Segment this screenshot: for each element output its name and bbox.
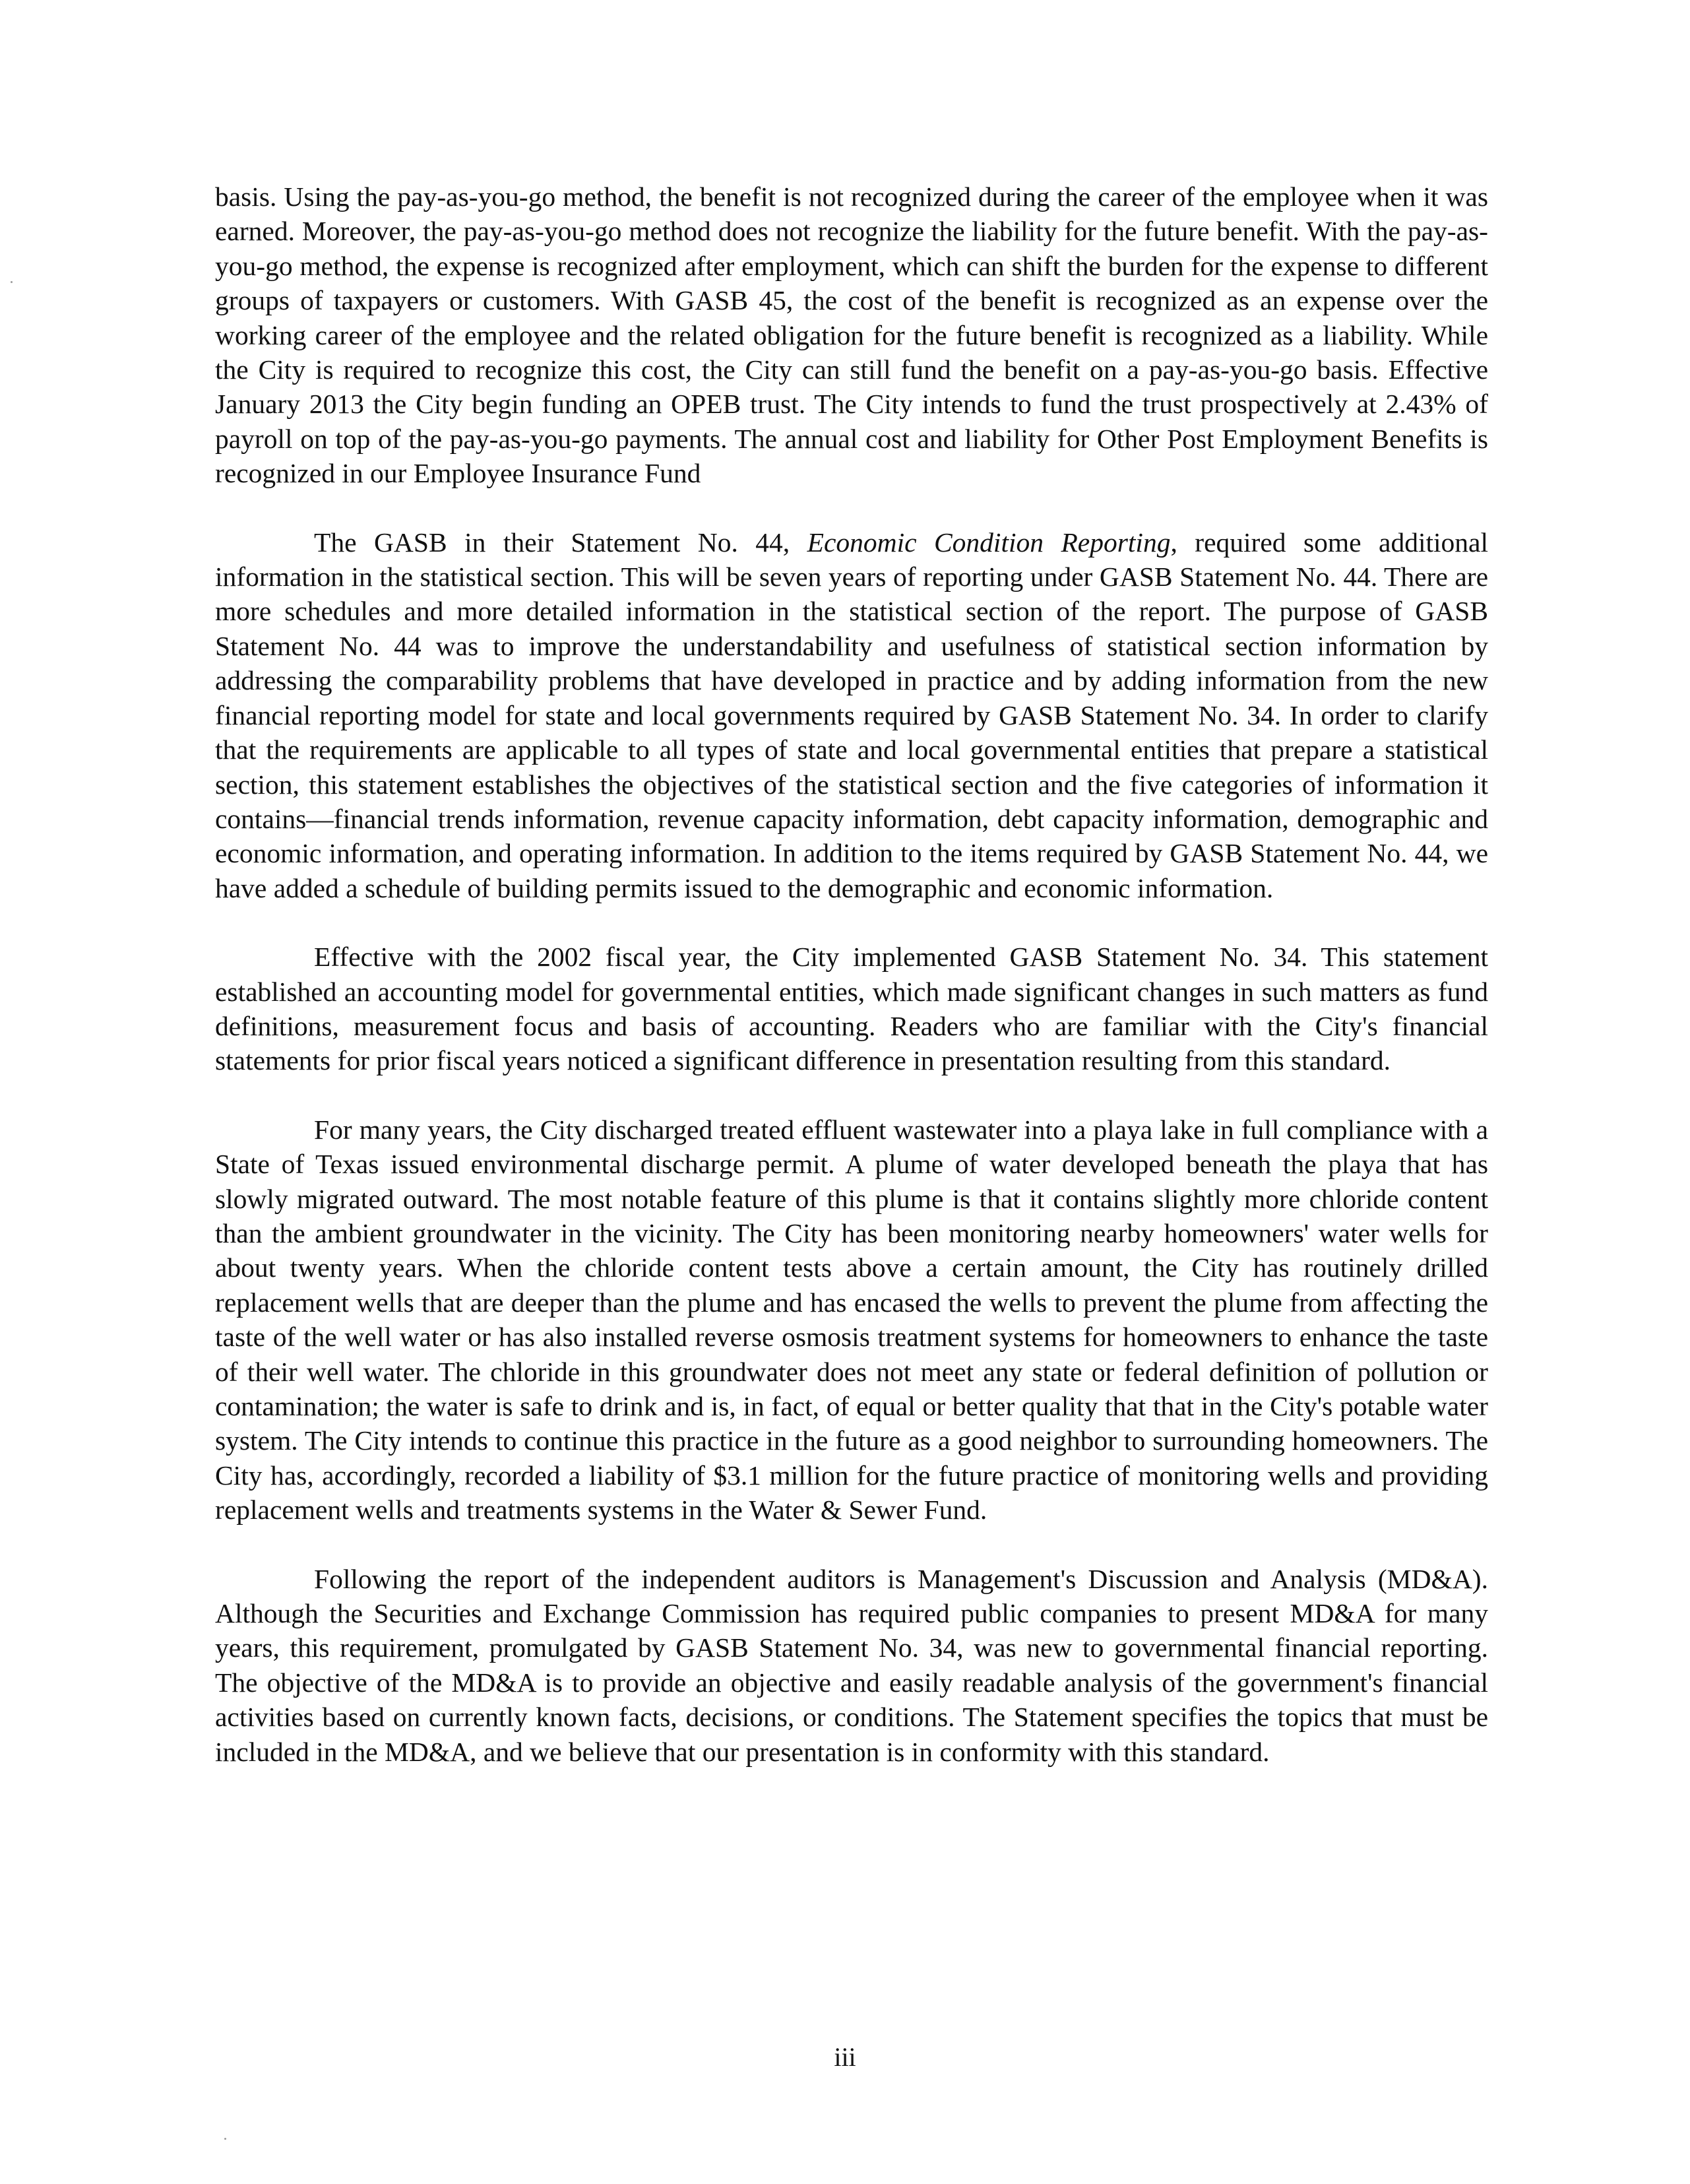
page-number: iii [834,2042,856,2072]
statement-title-italic: Economic Condition Reporting [807,527,1171,558]
scan-speck [224,2138,226,2140]
scan-speck [11,281,13,283]
paragraph-opeb: basis. Using the pay-as-you-go method, the benefit is not recognized during the career of the employee when it was earned. Moreover, the pay-as-you-go method does not recognize the liability for the future benefit. With the pay-as-you-go method, the expense is recognized after employment, which can shift the burden for the expense to different groups of taxpayers or customers. With GASB 45, the cost of the benefit is recognized as an expense over the working career of the employee and the related obligation for the future benefit is recognized as a liability. While the City is required to recognize this cost, the City can still fund the benefit on a pay-as-you-go basis. Effective January 2013 the City begin funding an OPEB trust. The City intends to fund the trust prospectively at 2.43% of payroll on top of the pay-as-you-go payments. The annual cost and liability for Other Post Employment Benefits is recognized in our Employee Insurance Fund [215,181,1488,489]
paragraph-playa-lake: For many years, the City discharged treated effluent wastewater into a playa lake in full compliance with a State of Texas issued environmental discharge permit. A plume of water developed beneath the playa that has slowly migrated outward. The most notable feature of this plume is that it contains slightly more chloride content than the ambient groundwater in the vicinity. The City has been monitoring nearby homeowners' water wells for about twenty years. When the chloride content tests above a certain amount, the City has routinely drilled replacement wells that are deeper than the plume and has encased the wells to prevent the plume from affecting the taste of the well water or has also installed reverse osmosis treatment systems for homeowners to enhance the taste of their well water. The chloride in this groundwater does not meet any state or federal definition of pollution or contamination; the water is safe to drink and is, in fact, of equal or better quality that that in the City's potable water system. The City intends to continue this practice in the future as a good neighbor to surrounding homeowners. The City has, accordingly, recorded a liability of $3.1 million for the future practice of monitoring wells and providing replacement wells and treatments systems in the Water & Sewer Fund. [215,1114,1488,1526]
paragraph-gasb-44-rest: , required some additional information in the statistical section. This will be seven years of reporting under GASB Statement No. 44. There are more schedules and more detailed information in the statistical section of the report. The purpose of GASB Statement No. 44 was to improve the understandability and usefulness of statistical section information by addressing the comparability problems that have developed in practice and by adding information from the new financial reporting model for state and local governments required by GASB Statement No. 34. In order to clarify that the requirements are applicable to all types of state and local governmental entities that prepare a statistical section, this statement establishes the objectives of the statistical section and the five categories of information it contains—financial trends information, revenue capacity information, debt capacity information, demographic and economic information, and operating information. In addition to the items required by GASB Statement No. 44, we have added a schedule of building permits issued to the demographic and economic information. [215,527,1488,903]
paragraph-gasb-34: Effective with the 2002 fiscal year, the City implemented GASB Statement No. 34. This statement established an accounting model for governmental entities, which made significant changes in such matters as fund definitions, measurement focus and basis of accounting. Readers who are familiar with the City's financial statements for prior fiscal years noticed a significant difference in presentation resulting from this standard. [215,942,1488,1076]
paragraph-gasb-44-lead: The GASB in their Statement No. 44, [314,527,807,558]
paragraph-gap [215,905,1488,940]
paragraph-gap [215,1078,1488,1112]
paragraph-gap [215,1527,1488,1562]
paragraph-gap [215,491,1488,525]
document-body [215,179,1488,1769]
paragraph-mda: Following the report of the independent auditors is Management's Discussion and Analysis (MD&A). Although the Securities and Exchange Commission has required public companies to present MD&A for many years, this requirement, promulgated by GASB Statement No. 34, was new to governmental financial reporting. The objective of the MD&A is to provide an objective and easily readable analysis of the government's financial activities based on currently known facts, decisions, or conditions. The Statement specifies the topics that must be included in the MD&A, and we believe that our presentation is in conformity with this standard. [215,1563,1488,1767]
paragraph-gasb-44 [215,525,1488,905]
